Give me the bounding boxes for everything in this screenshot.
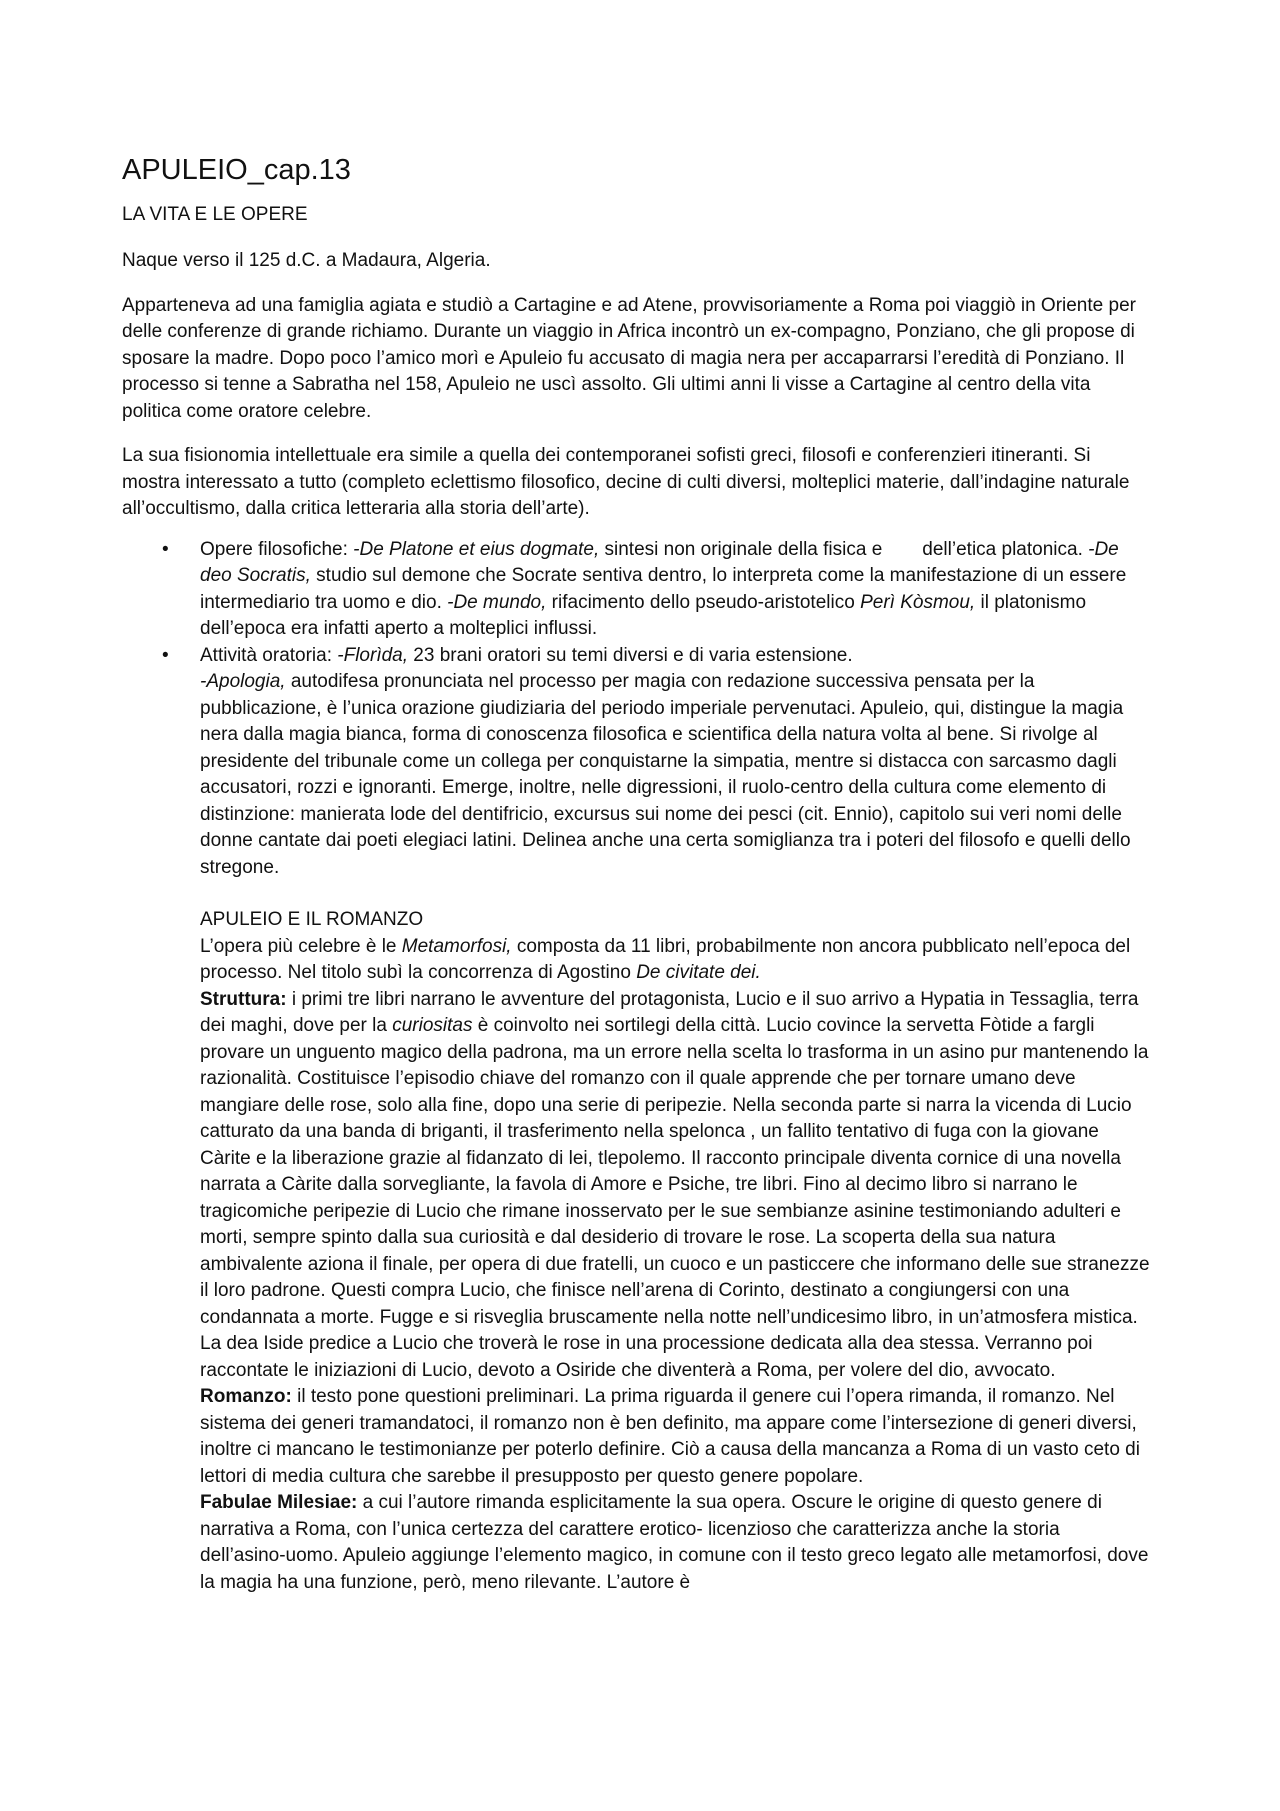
bullet-icon: •	[162, 538, 169, 560]
item-text: sintesi non originale della fisica e	[599, 538, 883, 560]
romanzo-label: Romanzo:	[200, 1386, 292, 1407]
romanzo-paragraph	[200, 1384, 1150, 1490]
fabulae-paragraph	[200, 1490, 1150, 1596]
intellect-paragraph: La sua fisionomia intellettuale era simile a quella dei contemporanei sofisti greci, filosofi e conferenzieri itineranti. Si mostra interessato a tutto (completo eclettismo filosofico, decine di culti diversi, molteplici materie, dall’indagine naturale all’occultismo, dalla critica letteraria alla storia dell’arte).	[122, 445, 1130, 519]
work-title: -De deo Socratis,	[200, 538, 1119, 586]
list-item-oratory	[162, 643, 1150, 882]
struttura-label: Struttura:	[200, 988, 287, 1010]
text: è coinvolto nei sortilegi della città. Lucio covince la servetta Fòtide a fargli provare un unguento magico della padrona, ma un errore nella scelta lo trasforma in un asino pur mantenendo la razionalità. Costituisce l’episodio chiave del romanzo con il quale apprende che per tornare umano deve mangiare delle rose, solo alla fine, dopo una serie di peripezie. Nella seconda parte si narra la vicenda di Lucio catturato da una banda di briganti, il trasferimento nella spelonca , un fallito tentativo di fuga con la giovane Càrite e la liberazione grazie al fidanzato di lei, tlepolemo. Il racconto principale diventa cornice di una novella narrata a Càrite dalla sorvegliante, la favola di Amore e Psiche, tre libri. Fino al decimo libro si narrano le tragicomiche peripezie di Lucio che rimane inosservato per le sue sembianze asinine testimoniando adulteri e morti, sempre spinto dalla sua curiosità e dal desiderio di trovare le rose. La scoperta della sua natura ambivalente aziona il finale, per opera di due fratelli, un cuoco e un pasticcere che informano delle sue stranezze il loro padrone. Questi compra Lucio, che finisce nell’arena di Corinto, destinato a congiungersi con una condannata a morte. Fugge e si risveglia bruscamente nella notte nell’undicesimo libro, in un’atmosfera mistica. La dea Iside predice a Lucio che troverà le rose in una processione dedicata alla dea stessa. Verranno poi raccontate le iniziazioni di Lucio, devoto a Osiride che diventerà a Roma, per volere del dio, avvocato.	[200, 1015, 1150, 1381]
bullet-icon: •	[162, 644, 169, 666]
item-intro: Attività oratoria:	[200, 644, 338, 666]
text: i primi tre libri narrano le avventure del protagonista, Lucio e il suo arrivo a Hypatia in Tessaglia, terra dei maghi, dove per la	[200, 988, 1139, 1036]
section-heading-romanzo: APULEIO E IL ROMANZO	[200, 909, 424, 930]
metamorfosi-paragraph	[200, 934, 1150, 987]
fabulae-label: Fabulae Milesiae:	[200, 1492, 358, 1513]
page-title: APULEIO_cap.13	[122, 154, 351, 186]
birth-paragraph: Naque verso il 125 d.C. a Madaura, Algeria.	[122, 250, 491, 271]
text: a cui l’autore rimanda esplicitamente la sua opera. Oscure le origine di questo genere di narrativa a Roma, con l’unica certezza del carattere erotico- licenzioso che caratterizza anche la storia dell’asino-uomo. Apuleio aggiunge l’elemento magico, in comune con il testo greco legato alle metamorfosi, dove la magia ha una funzione, però, meno rilevante. L’autore è	[200, 1492, 1149, 1593]
item-text: studio sul demone che Socrate sentiva dentro, lo interpreta come la manifestazione di un essere intermediario tra uomo e dio.	[200, 565, 1127, 613]
work-title: -Apologia,	[200, 671, 286, 692]
text: composta da 11 libri, probabilmente non ancora pubblicato nell’epoca del processo. Nel titolo subì la concorrenza di Agostino	[200, 935, 1131, 983]
list-item-philosophical	[162, 537, 1150, 643]
item-text: rifacimento dello pseudo-aristotelico	[546, 591, 861, 613]
item-intro: Opere filosofiche:	[200, 538, 354, 560]
romanzo-section	[122, 907, 1150, 1596]
item-text: il platonismo dell’epoca era infatti aperto a molteplici influssi.	[200, 591, 1087, 639]
italic-term: curiositas	[392, 1015, 473, 1036]
life-paragraph: Apparteneva ad una famiglia agiata e studiò a Cartagine e ad Atene, provvisoriamente a Roma poi viaggiò in Oriente per delle conferenze di grande richiamo. Durante un viaggio in Africa incontrò un ex-compagno, Ponziano, che gli propose di sposare la madre. Dopo poco l’amico morì e Apuleio fu accusato di magia nera per accaparrarsi l’eredità di Ponziano. Il processo si tenne a Sabratha nel 158, Apuleio ne uscì assolto. Gli ultimi anni li visse a Cartagine al centro della vita politica come oratore celebre.	[122, 294, 1136, 422]
work-title: -Florìda,	[337, 644, 409, 666]
text: il testo pone questioni preliminari. La prima riguarda il genere cui l’opera rimanda, il romanzo. Nel sistema dei generi tramandatoci, il romanzo non è ben definito, ma appare come l’intersezione di generi diversi, inoltre ci mancano le testimonianze per poterlo definire. Ciò a causa della mancanza a Roma di un vasto ceto di lettori di media cultura che sarebbe il presupposto per questo genere popolare.	[200, 1386, 1140, 1487]
works-list	[122, 537, 1150, 882]
work-title: Perì Kòsmou,	[860, 591, 976, 613]
work-title: Metamorfosi,	[401, 935, 512, 957]
item-text: dell’etica platonica.	[922, 538, 1089, 560]
section-heading-life: LA VITA E LE OPERE	[122, 204, 308, 225]
item-text: autodifesa pronunciata nel processo per magia con redazione successiva pensata per la pubblicazione, è l’unica orazione giudiziaria del periodo imperiale pervenutaci. Apuleio, qui, distingue la magia nera dalla magia bianca, forma di conoscenza filosofica e scientifica della natura volta al bene. Si rivolge al presidente del tribunale come un collega per conquistarne la simpatia, mentre si distacca con sarcasmo dagli accusatori, rozzi e ignoranti. Emerge, inoltre, nelle digressioni, il ruolo-centro della cultura come elemento di distinzione: manierata lode del dentifricio, excursus sui nome dei pesci (cit. Ennio), capitolo sui veri nomi delle donne cantate dai poeti elegiaci latini. Delinea anche una certa somiglianza tra i poteri del filosofo e quelli dello stregone.	[200, 671, 1131, 878]
text: L’opera più celebre è le	[200, 935, 402, 957]
struttura-paragraph	[200, 987, 1150, 1385]
work-title: -De mundo,	[447, 591, 547, 613]
work-title: De civitate dei.	[636, 962, 761, 983]
item-text: 23 brani oratori su temi diversi e di varia estensione.	[408, 644, 853, 666]
work-title: -De Platone et eius dogmate,	[353, 538, 600, 560]
